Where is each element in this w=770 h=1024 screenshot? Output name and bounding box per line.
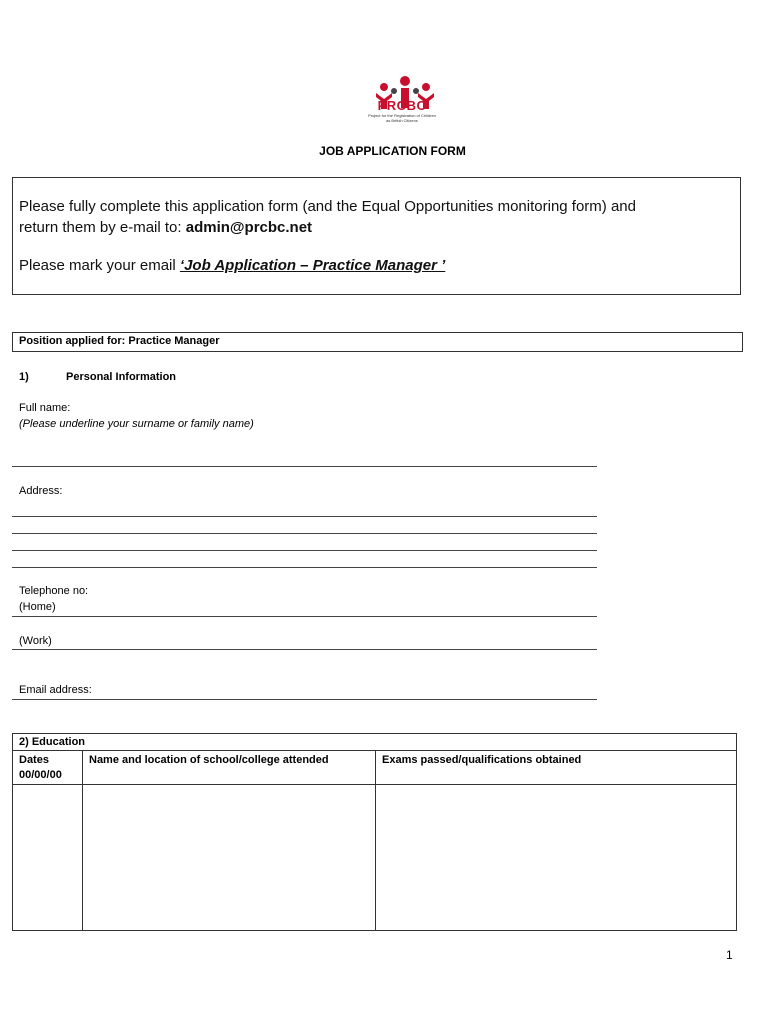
work-phone-label: (Work) [19, 635, 52, 647]
contact-email[interactable]: admin@prcbc.net [185, 219, 313, 236]
education-table [12, 733, 737, 931]
email-subject: ‘Job Application – Practice Manager ’ [179, 257, 446, 274]
work-phone-line[interactable] [12, 649, 597, 650]
dates-column-header [19, 753, 62, 783]
instructions-line-1: Please fully complete this application form (and the Equal Opportunities monitoring form) and [19, 198, 636, 215]
email-address-label: Email address: [19, 684, 92, 696]
dates-format-label: 00/00/00 [19, 769, 62, 781]
email-address-line[interactable] [12, 699, 597, 700]
position-applied-field: Position applied for: Practice Manager [12, 332, 743, 352]
full-name-hint: (Please underline your surname or family name) [19, 418, 254, 430]
exams-cell[interactable] [376, 785, 736, 930]
instructions-line-2 [19, 219, 312, 236]
logo-wordmark: PRCBC [377, 98, 427, 113]
logo-tagline: Project for the Registration of Children as British Citizens [368, 113, 436, 123]
full-name-label: Full name: [19, 402, 71, 414]
telephone-label: Telephone no: [19, 585, 89, 597]
section-2-title: 2) Education [19, 736, 86, 748]
page-number: 1 [726, 948, 733, 962]
school-cell[interactable] [83, 785, 375, 930]
full-name-line[interactable] [12, 466, 597, 467]
address-line-2[interactable] [12, 533, 597, 534]
address-line-4[interactable] [12, 567, 597, 568]
dates-cell[interactable] [13, 785, 82, 930]
address-line-3[interactable] [12, 550, 597, 551]
school-column-header: Name and location of school/college attended [89, 754, 329, 766]
section-1-title: Personal Information [66, 371, 177, 383]
home-phone-label: (Home) [19, 601, 56, 613]
home-phone-line[interactable] [12, 616, 597, 617]
form-title: JOB APPLICATION FORM [319, 144, 466, 158]
instructions-prefix: return them by e-mail to: [19, 219, 186, 236]
address-label: Address: [19, 485, 63, 497]
instructions-line-3 [19, 257, 445, 274]
exams-column-header: Exams passed/qualifications obtained [382, 754, 582, 766]
subject-prefix: Please mark your email [19, 257, 180, 274]
section-1-number: 1) [19, 371, 29, 383]
address-line-1[interactable] [12, 516, 597, 517]
dates-header-label: Dates [19, 754, 49, 766]
instructions-box [12, 177, 741, 295]
